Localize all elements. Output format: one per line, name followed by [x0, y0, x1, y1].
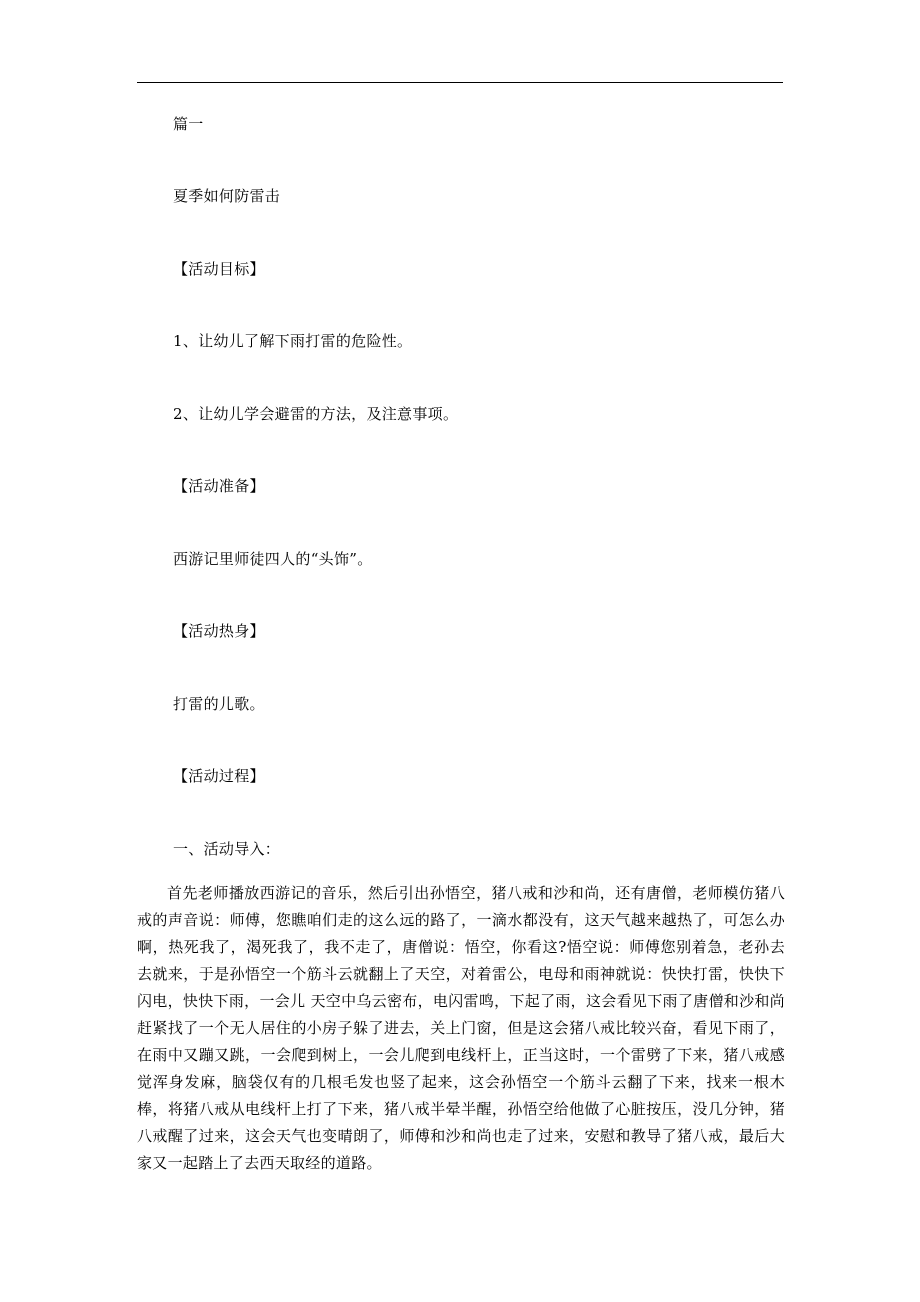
goal-item-1: 1、让幼儿了解下雨打雷的危险性。 [173, 332, 413, 350]
goal-item-2: 2、让幼儿学会避雷的方法，及注意事项。 [173, 405, 459, 423]
header-rule [137, 82, 783, 83]
heading-activity-warmup: 【活动热身】 [173, 622, 265, 640]
body-paragraph: 首先老师播放西游记的音乐，然后引出孙悟空，猪八戒和沙和尚，还有唐僧，老师模仿猪八戒的声音说：师傅，您瞧咱们走的这么远的路了，一滴水都没有，这天气越来越热了，可怎么办啊，热死我了，渴死我了，我不走了，唐僧说：悟空，你看这?悟空说：师傅您别着急，老孙去去就来，于是孙悟空一个筋斗云就翻上了天空，对着雷公，电母和雨神就说：快快打雷，快快下闪电，快快下雨，一会儿 天空中乌云密布，电闪雷鸣，下起了雨，这会看见下雨了唐僧和沙和尚赶紧找了一个无人居住的小房子躲了进去，关上门窗，但是这会猪八戒比较兴奋，看见下雨了，在雨中又蹦又跳，一会爬到树上，一会儿爬到电线杆上，正当这时，一个雷劈了下来，猪八戒感觉浑身发麻，脑袋仅有的几根毛发也竖了起来，这会孙悟空一个筋斗云翻了下来，找来一根木棒，将猪八戒从电线杆上打了下来，猪八戒半晕半醒，孙悟空给他做了心脏按压，没几分钟，猪八戒醒了过来，这会天气也变晴朗了，师傅和沙和尚也走了过来，安慰和教导了猪八戒，最后大家又一起踏上了去西天取经的道路。 [137, 884, 785, 1172]
heading-activity-process: 【活动过程】 [173, 767, 265, 785]
process-step-intro: 一、活动导入： [173, 840, 281, 858]
heading-activity-goals: 【活动目标】 [173, 260, 265, 278]
document-title: 夏季如何防雷击 [173, 187, 281, 205]
warmup-text: 打雷的儿歌。 [173, 695, 265, 713]
section-label: 篇一 [173, 115, 204, 133]
preparation-text: 西游记里师徒四人的“头饰”。 [173, 550, 373, 568]
heading-activity-preparation: 【活动准备】 [173, 477, 265, 495]
